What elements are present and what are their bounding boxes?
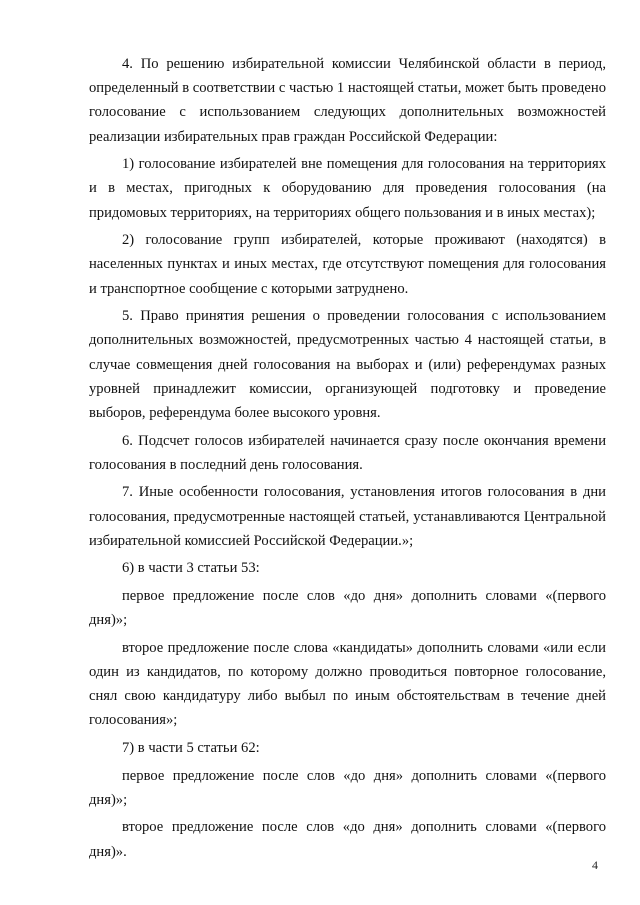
- paragraph-amendment-7: 7) в части 5 статьи 62:: [122, 740, 260, 756]
- paragraph-clause-6: 6. Подсчет голосов избирателей начинается сразу после окончания времени голосования в последний день голосования.: [89, 432, 606, 473]
- document-body: [89, 52, 606, 867]
- paragraph-clause-5: 5. Право принятия решения о проведении голосования с использованием дополнительных возможностей, предусмотренных частью 4 настоящей статьи, в случае совмещения дней голосования на выборах и (или) референдумах разных уровней принадлежит комиссии, организующей подготовку и проведение выборов, референдума более высокого уровня.: [89, 308, 606, 422]
- paragraph-amendment-6-first: первое предложение после слов «до дня» дополнить словами «(первого дня)»;: [89, 588, 606, 629]
- paragraph-clause-4-item-2: 2) голосование групп избирателей, которые проживают (находятся) в населенных пунктах и иных местах, где отсутствуют помещения для голосования и транспортное сообщение с которыми затруднено.: [89, 232, 606, 297]
- paragraph-clause-7: 7. Иные особенности голосования, установления итогов голосования в дни голосования, предусмотренные настоящей статьей, устанавливаются Центральной избирательной комиссией Российской Федерации.»;: [89, 484, 606, 549]
- paragraph-amendment-7-second: второе предложение после слов «до дня» дополнить словами «(первого дня)».: [89, 819, 606, 860]
- paragraph-clause-4: 4. По решению избирательной комиссии Челябинской области в период, определенный в соответствии с частью 1 настоящей статьи, может быть проведено голосование с использованием следующих дополнительных возможностей реализации избирательных прав граждан Российской Федерации:: [89, 56, 606, 145]
- paragraph-amendment-6-second: второе предложение после слова «кандидаты» дополнить словами «или если один из кандидатов, по которому должно проводиться повторное голосование, снял свою кандидатуру либо выбыл по иным обстоятельствам в течение дней голосования»;: [89, 639, 606, 729]
- paragraph-clause-4-item-1: 1) голосование избирателей вне помещения для голосования на территориях и в местах, пригодных к оборудованию для проведения голосования (на придомовых территориях, на территориях общего пользования и в иных местах);: [89, 156, 606, 221]
- page-number: 4: [592, 858, 598, 872]
- paragraph-amendment-7-first: первое предложение после слов «до дня» дополнить словами «(первого дня)»;: [89, 767, 606, 808]
- paragraph-amendment-6: 6) в части 3 статьи 53:: [122, 560, 260, 577]
